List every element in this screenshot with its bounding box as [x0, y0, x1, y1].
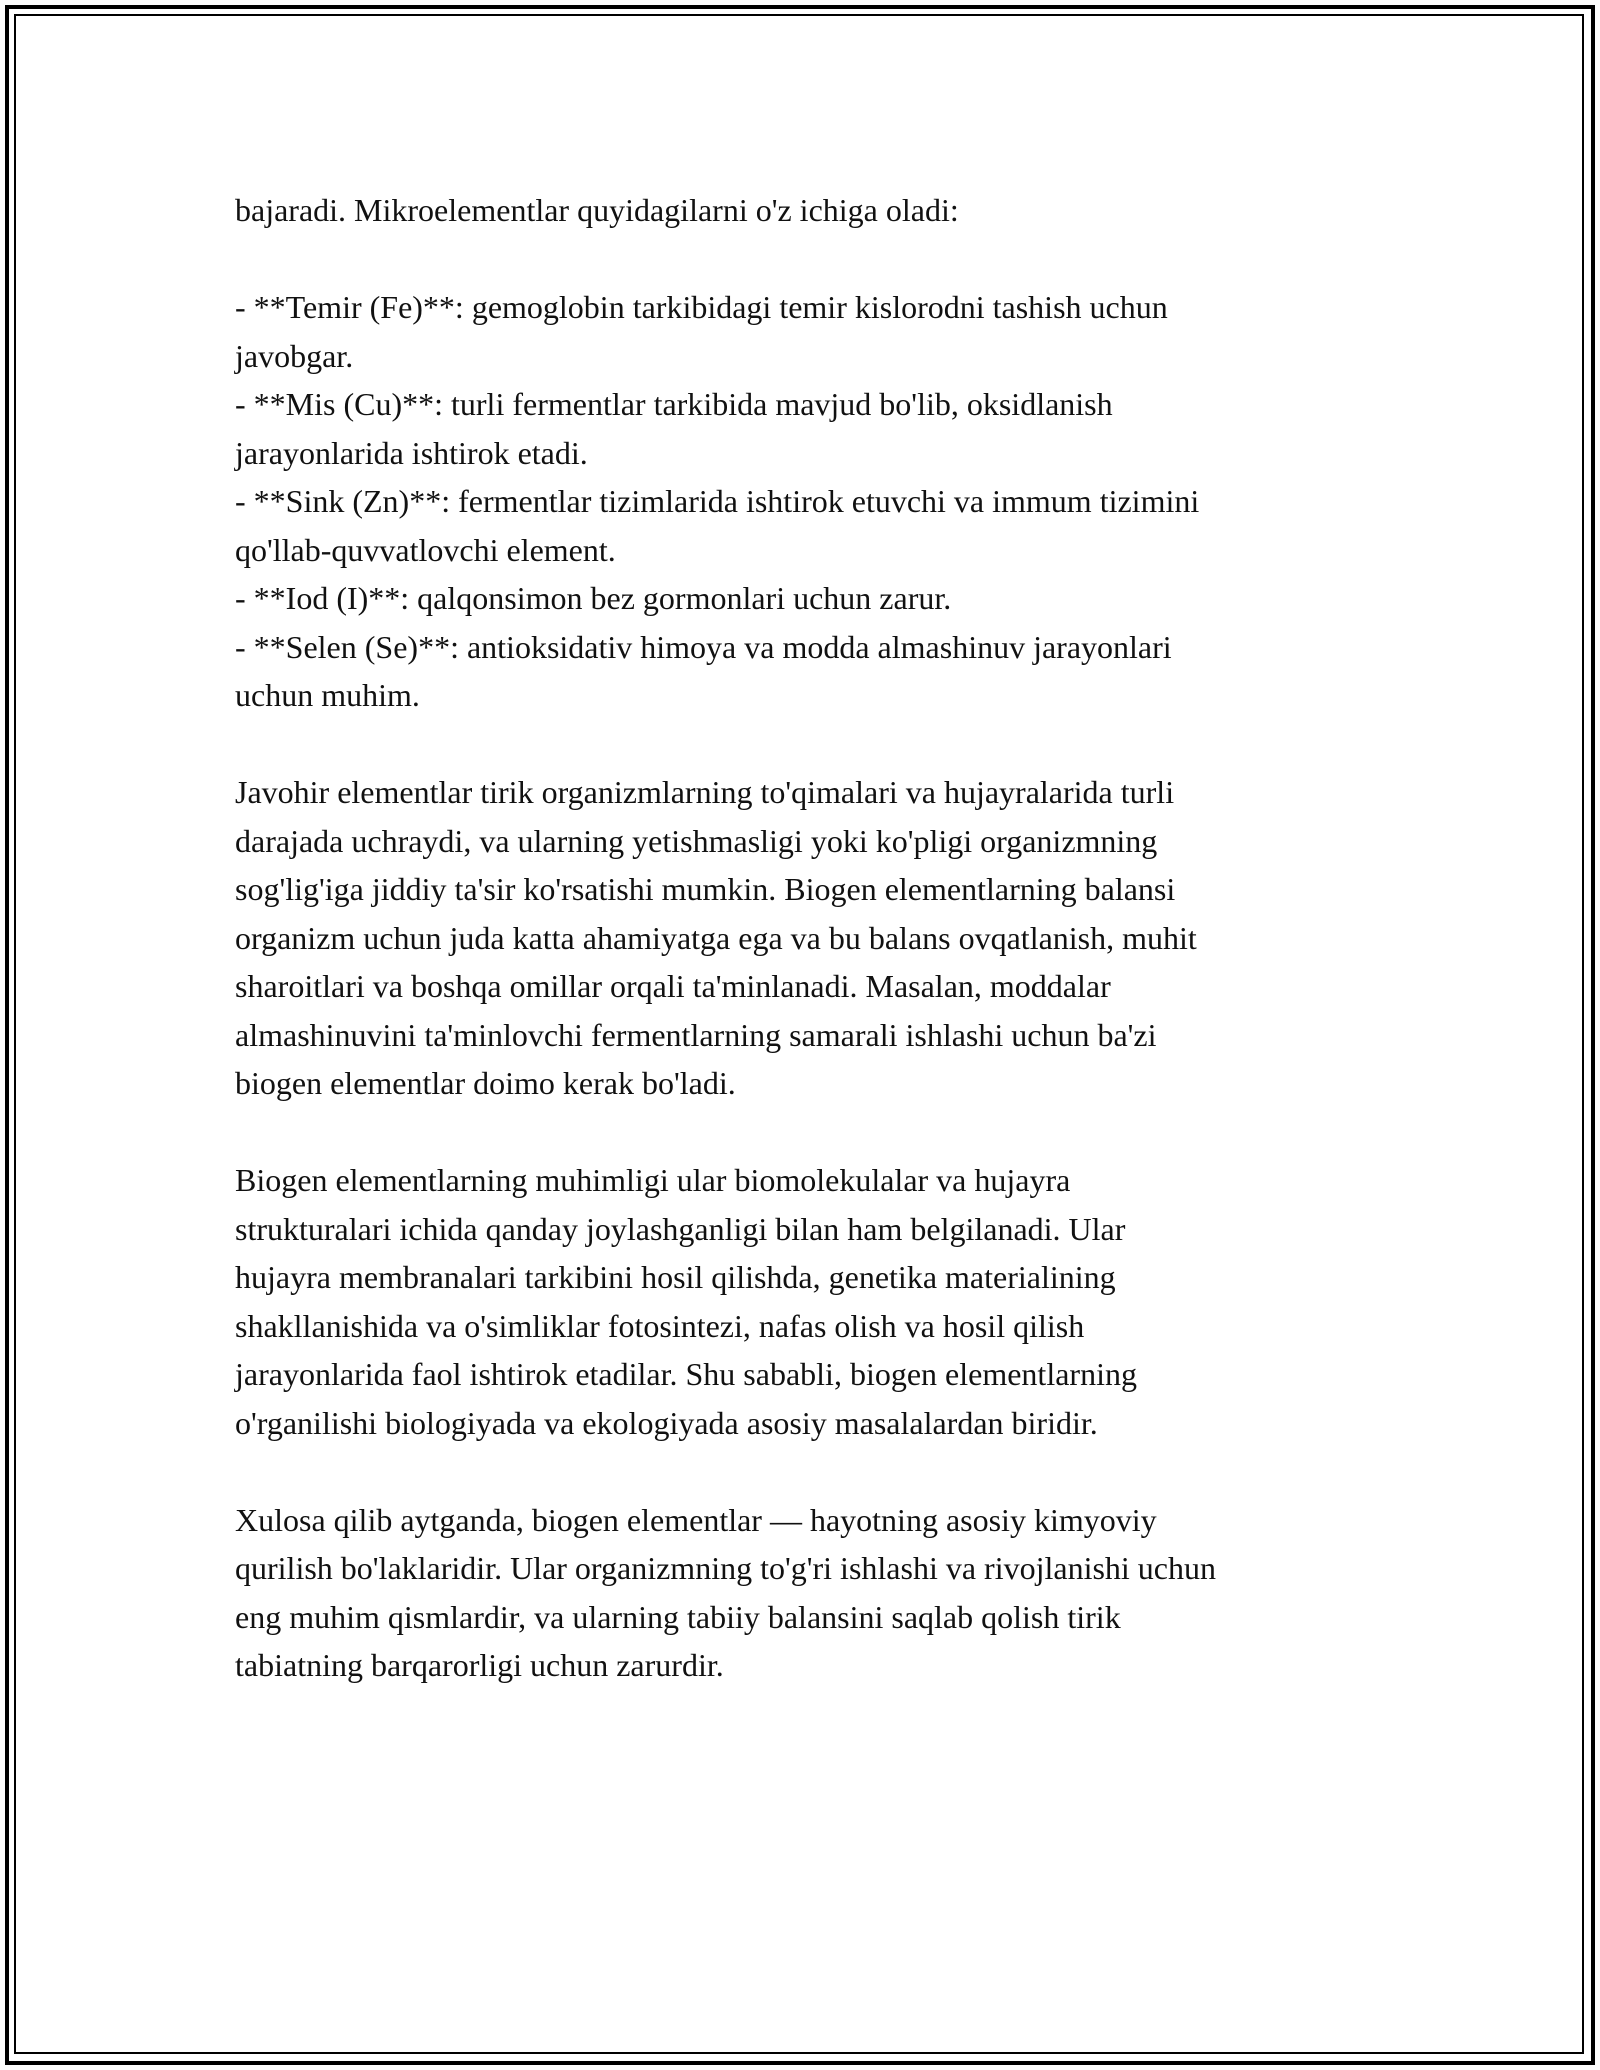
paragraph-line: tabiatning barqarorligi uchun zarurdir.: [235, 1647, 724, 1683]
paragraph-gap: [235, 1447, 1395, 1496]
list-item-line: - **Selen (Se)**: antioksidativ himoya va modda almashinuv jarayonlari: [235, 628, 1172, 665]
list-item-line: jarayonlarida ishtirok etadi.: [235, 434, 588, 471]
paragraph: [235, 768, 1395, 1108]
list-item-line: javobgar.: [235, 337, 354, 374]
paragraph-gap: [235, 1108, 1395, 1157]
list-item: [235, 283, 1395, 380]
paragraph-line: jarayonlarida faol ishtirok etadilar. Shu sababli, biogen elementlarning: [235, 1356, 1137, 1392]
paragraph-line: Xulosa qilib aytganda, biogen elementlar — hayotning asosiy kimyoviy: [235, 1501, 1157, 1538]
paragraph-line: eng muhim qismlardir, va ularning tabiiy balansini saqlab qolish tirik: [235, 1598, 1121, 1635]
paragraph-line: hujayra membranalari tarkibini hosil qilishda, genetika materialining: [235, 1259, 1116, 1295]
paragraph: [235, 1156, 1395, 1447]
paragraph-line: strukturalari ichida qanday joylashganligi bilan ham belgilanadi. Ular: [235, 1210, 1126, 1247]
paragraph-line: qurilish bo'laklaridir. Ular organizmning to'g'ri ishlashi va rivojlanishi uchun: [235, 1550, 1216, 1586]
paragraph-line: sog'lig'iga jiddiy ta'sir ko'rsatishi mumkin. Biogen elementlarning balansi: [235, 871, 1176, 907]
list-item: [235, 380, 1395, 477]
paragraph-gap: [235, 720, 1395, 769]
list-item-line: qo'llab-quvvatlovchi element.: [235, 531, 616, 568]
list-item-line: uchun muhim.: [235, 677, 420, 713]
list-item-line: - **Temir (Fe)**: gemoglobin tarkibidagi temir kislorodni tashish uchun: [235, 289, 1168, 325]
element-list: [235, 283, 1395, 720]
paragraph-line: shakllanishida va o'simliklar fotosintezi, nafas olish va hosil qilish: [235, 1307, 1085, 1344]
list-item: [235, 574, 1395, 623]
list-item-line: - **Iod (I)**: qalqonsimon bez gormonlari uchun zarur.: [235, 580, 952, 616]
paragraph-line: sharoitlari va boshqa omillar orqali ta'minlanadi. Masalan, moddalar: [235, 968, 1111, 1004]
list-item-line: - **Sink (Zn)**: fermentlar tizimlarida ishtirok etuvchi va immum tizimini: [235, 483, 1200, 519]
paragraph-line: Biogen elementlarning muhimligi ular biomolekulalar va hujayra: [235, 1162, 1071, 1198]
paragraph-line: biogen elementlar doimo kerak bo'ladi.: [235, 1065, 736, 1101]
document-body: [235, 186, 1395, 1690]
intro-line: bajaradi. Mikroelementlar quyidagilarni o'z ichiga oladi:: [235, 192, 959, 228]
list-item-line: - **Mis (Cu)**: turli fermentlar tarkibida mavjud bo'lib, oksidlanish: [235, 386, 1113, 422]
paragraph-line: darajada uchraydi, va ularning yetishmasligi yoki ko'pligi organizmning: [235, 822, 1158, 859]
paragraph-line: o'rganilishi biologiyada va ekologiyada asosiy masalalardan biridir.: [235, 1404, 1098, 1441]
list-item: [235, 477, 1395, 574]
paragraph-line: almashinuvini ta'minlovchi fermentlarning samarali ishlashi uchun ba'zi: [235, 1016, 1157, 1053]
list-item: [235, 623, 1395, 720]
paragraph-line: Javohir elementlar tirik organizmlarning to'qimalari va hujayralarida turli: [235, 774, 1175, 810]
paragraph: [235, 1496, 1395, 1690]
paragraph-gap: [235, 235, 1395, 284]
paragraph-line: organizm uchun juda katta ahamiyatga ega va bu balans ovqatlanish, muhit: [235, 919, 1197, 956]
